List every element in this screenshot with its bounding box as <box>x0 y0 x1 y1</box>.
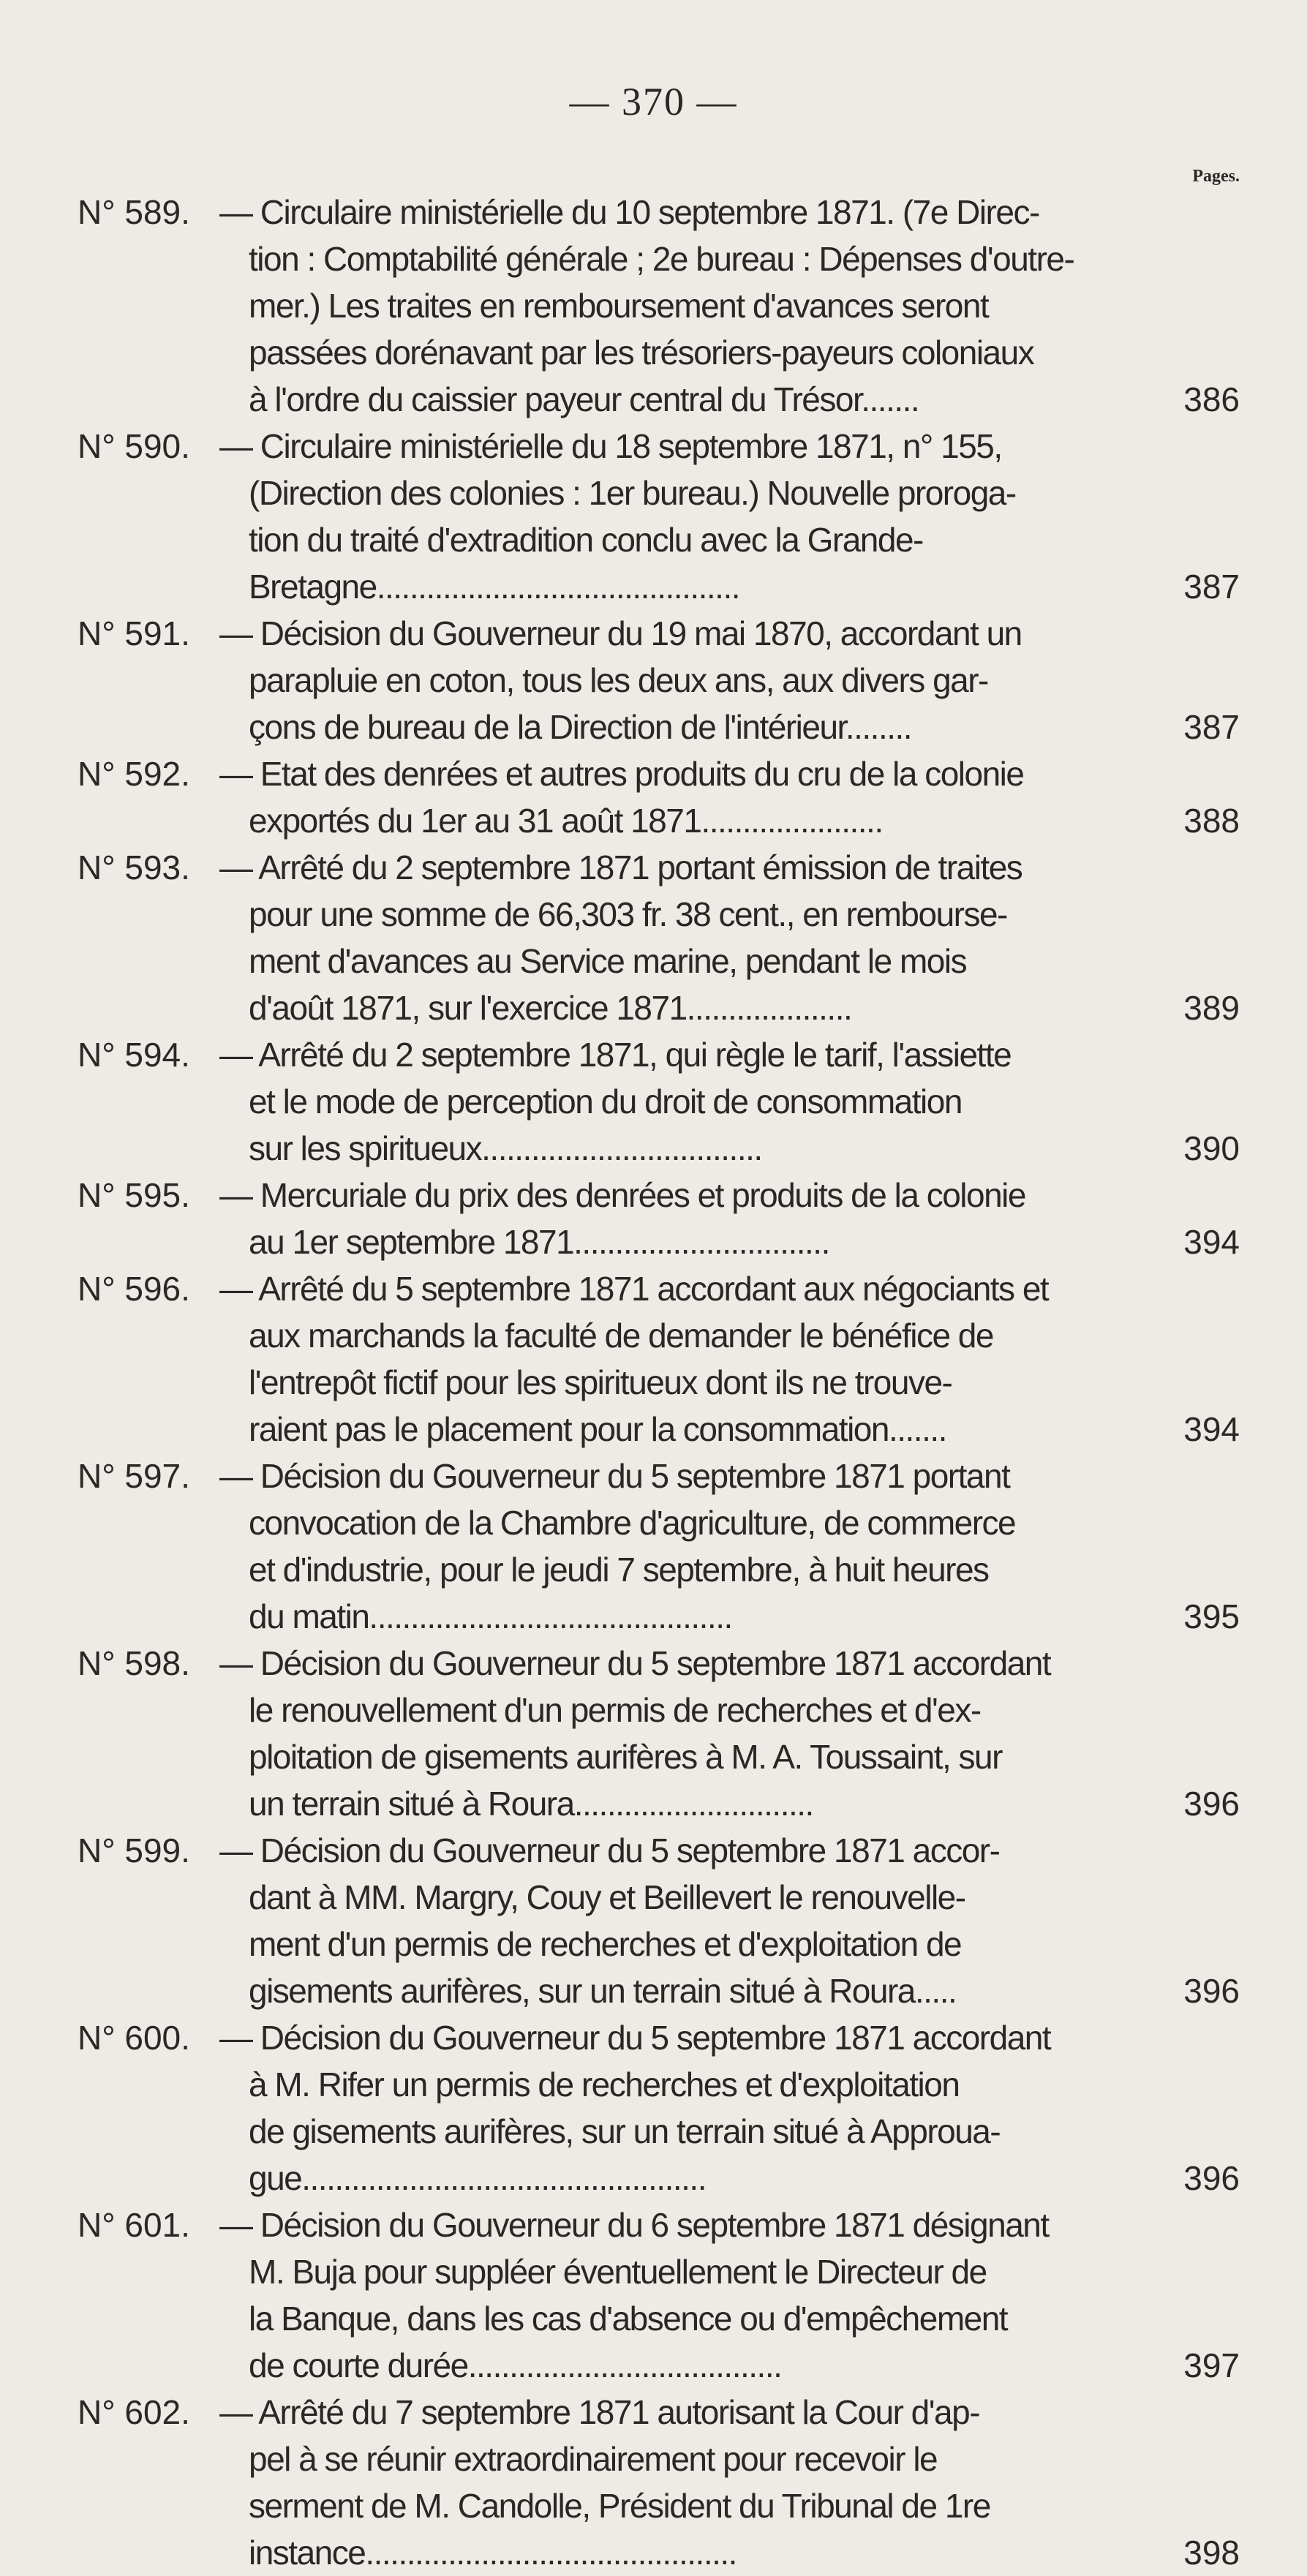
entry-line: le renouvellement d'un permis de recherches et d'ex- <box>249 1691 981 1729</box>
page-number: — 370 — <box>569 80 738 124</box>
entry-description <box>219 1827 1168 2014</box>
entry-number: N° 599. <box>78 1831 190 1869</box>
entry-line: — Arrêté du 5 septembre 1871 accordant aux négociants et <box>219 1270 1049 1308</box>
entry-line: la Banque, dans les cas d'absence ou d'empêchement <box>249 2300 1008 2338</box>
entry-line: — Décision du Gouverneur du 6 septembre 1871 désignant <box>219 2206 1049 2244</box>
entry-line: exportés du 1er au 31 août 1871...................... <box>249 802 883 840</box>
entry-line: de gisements aurifères, sur un terrain situé à Approua- <box>249 2112 1001 2150</box>
toc-entry <box>0 2389 1307 2576</box>
entry-line: ploitation de gisements aurifères à M. A. Toussaint, sur <box>249 1738 1002 1776</box>
entry-line: d'août 1871, sur l'exercice 1871.................... <box>249 989 852 1027</box>
entry-line: — Arrêté du 7 septembre 1871 autorisant la Cour d'ap- <box>219 2393 980 2431</box>
toc-entry <box>0 844 1307 1031</box>
entry-line: — Circulaire ministérielle du 18 septembre 1871, n° 155, <box>219 427 1002 465</box>
entry-line: — Décision du Gouverneur du 5 septembre 1871 portant <box>219 1457 1010 1495</box>
entry-line: aux marchands la faculté de demander le bénéfice de <box>249 1317 993 1355</box>
entry-line: ment d'avances au Service marine, pendant le mois <box>249 942 967 980</box>
entry-number: N° 596. <box>78 1270 190 1308</box>
entry-line: pel à se réunir extraordinairement pour recevoir le <box>249 2440 938 2478</box>
entry-page-number: 389 <box>1183 989 1240 1027</box>
entry-line: un terrain situé à Roura............................. <box>249 1785 813 1823</box>
entry-page-number: 387 <box>1183 568 1240 606</box>
entry-line: et le mode de perception du droit de consommation <box>249 1082 962 1121</box>
table-of-contents <box>0 189 1307 2576</box>
entry-line: ment d'un permis de recherches et d'exploitation de <box>249 1925 962 1963</box>
entry-page-number: 390 <box>1183 1129 1240 1167</box>
entry-page-number: 394 <box>1183 1223 1240 1261</box>
entry-line: — Décision du Gouverneur du 5 septembre 1871 accordant <box>219 2019 1051 2057</box>
entry-line: — Décision du Gouverneur du 5 septembre 1871 accordant <box>219 1644 1051 1682</box>
entry-line: pour une somme de 66,303 fr. 38 cent., en rembourse- <box>249 895 1007 933</box>
entry-line: sur les spiritueux.................................. <box>249 1129 762 1167</box>
entry-number: N° 594. <box>78 1036 190 1074</box>
entry-page-number: 396 <box>1183 1972 1240 2010</box>
entry-line: à M. Rifer un permis de recherches et d'exploitation <box>249 2065 960 2104</box>
toc-entry <box>0 2014 1307 2202</box>
entry-line: M. Buja pour suppléer éventuellement le Directeur de <box>249 2253 987 2291</box>
entry-line: au 1er septembre 1871............................... <box>249 1223 829 1261</box>
entry-line: dant à MM. Margry, Couy et Beillevert le renouvelle- <box>249 1878 965 1916</box>
entry-line: mer.) Les traites en remboursement d'avances seront <box>249 287 989 325</box>
entry-number: N° 591. <box>78 614 190 652</box>
entry-line: — Circulaire ministérielle du 10 septembre 1871. (7e Direc- <box>219 193 1039 231</box>
entry-description <box>219 1453 1168 1640</box>
entry-description <box>219 1172 1168 1265</box>
entry-page-number: 397 <box>1183 2346 1240 2384</box>
entry-number: N° 597. <box>78 1457 190 1495</box>
entry-line: — Décision du Gouverneur du 5 septembre 1871 accor- <box>219 1831 1000 1869</box>
entry-line: tion : Comptabilité générale ; 2e bureau : Dépenses d'outre- <box>249 240 1074 278</box>
entry-page-number: 396 <box>1183 1785 1240 1823</box>
entry-description <box>219 189 1168 423</box>
entry-description <box>219 423 1168 610</box>
entry-line: (Direction des colonies : 1er bureau.) Nouvelle proroga- <box>249 474 1016 512</box>
toc-entry <box>0 750 1307 844</box>
entry-page-number: 386 <box>1183 380 1240 418</box>
entry-line: gisements aurifères, sur un terrain situé à Roura..... <box>249 1972 957 2010</box>
entry-line: — Arrêté du 2 septembre 1871, qui règle le tarif, l'assiette <box>219 1036 1012 1074</box>
entry-line: à l'ordre du caissier payeur central du Trésor....... <box>249 380 919 418</box>
toc-entry <box>0 2202 1307 2389</box>
entry-line: tion du traité d'extradition conclu avec la Grande- <box>249 521 923 559</box>
toc-entry <box>0 1640 1307 1827</box>
entry-description <box>219 1265 1168 1453</box>
entry-line: l'entrepôt fictif pour les spiritueux dont ils ne trouve- <box>249 1363 952 1401</box>
entry-line: Bretagne............................................ <box>249 568 740 606</box>
entry-page-number: 398 <box>1183 2534 1240 2572</box>
toc-entry <box>0 1172 1307 1265</box>
entry-page-number: 388 <box>1183 802 1240 840</box>
entry-description <box>219 1031 1168 1172</box>
entry-description <box>219 1640 1168 1827</box>
entry-number: N° 592. <box>78 755 190 793</box>
entry-page-number: 395 <box>1183 1597 1240 1635</box>
entry-line: de courte durée...................................... <box>249 2346 782 2384</box>
entry-number: N° 598. <box>78 1644 190 1682</box>
entry-line: convocation de la Chambre d'agriculture, de commerce <box>249 1504 1016 1542</box>
entry-page-number: 396 <box>1183 2159 1240 2197</box>
entry-page-number: 387 <box>1183 708 1240 746</box>
entry-line: — Décision du Gouverneur du 19 mai 1870, accordant un <box>219 614 1022 652</box>
entry-description <box>219 610 1168 750</box>
entry-description <box>219 844 1168 1031</box>
entry-description <box>219 2389 1168 2576</box>
entry-line: çons de bureau de la Direction de l'intérieur........ <box>249 708 912 746</box>
entry-page-number: 394 <box>1183 1410 1240 1448</box>
entry-number: N° 595. <box>78 1176 190 1214</box>
entry-description <box>219 2014 1168 2202</box>
toc-entry <box>0 1453 1307 1640</box>
entry-number: N° 590. <box>78 427 190 465</box>
entry-number: N° 602. <box>78 2393 190 2431</box>
entry-line: parapluie en coton, tous les deux ans, aux divers gar- <box>249 661 988 699</box>
toc-entry <box>0 610 1307 750</box>
toc-entry <box>0 189 1307 423</box>
entry-number: N° 589. <box>78 193 190 231</box>
entry-line: et d'industrie, pour le jeudi 7 septembre, à huit heures <box>249 1551 989 1589</box>
entry-line: — Mercuriale du prix des denrées et produits de la colonie <box>219 1176 1025 1214</box>
entry-number: N° 600. <box>78 2019 190 2057</box>
toc-entry <box>0 423 1307 610</box>
entry-line: gue................................................. <box>249 2159 706 2197</box>
toc-entry <box>0 1031 1307 1172</box>
toc-entry <box>0 1265 1307 1453</box>
entry-number: N° 593. <box>78 848 190 886</box>
entry-line: du matin............................................ <box>249 1597 732 1635</box>
entry-description <box>219 2202 1168 2389</box>
entry-line: raient pas le placement pour la consommation....... <box>249 1410 946 1448</box>
pages-column-label: Pages. <box>1192 167 1240 186</box>
entry-line: instance............................................. <box>249 2534 737 2572</box>
entry-description <box>219 750 1168 844</box>
entry-line: — Etat des denrées et autres produits du cru de la colonie <box>219 755 1024 793</box>
entry-line: serment de M. Candolle, Président du Tribunal de 1re <box>249 2487 990 2525</box>
toc-entry <box>0 1827 1307 2014</box>
entry-number: N° 601. <box>78 2206 190 2244</box>
entry-line: — Arrêté du 2 septembre 1871 portant émission de traites <box>219 848 1022 886</box>
entry-line: passées dorénavant par les trésoriers-payeurs coloniaux <box>249 334 1034 372</box>
